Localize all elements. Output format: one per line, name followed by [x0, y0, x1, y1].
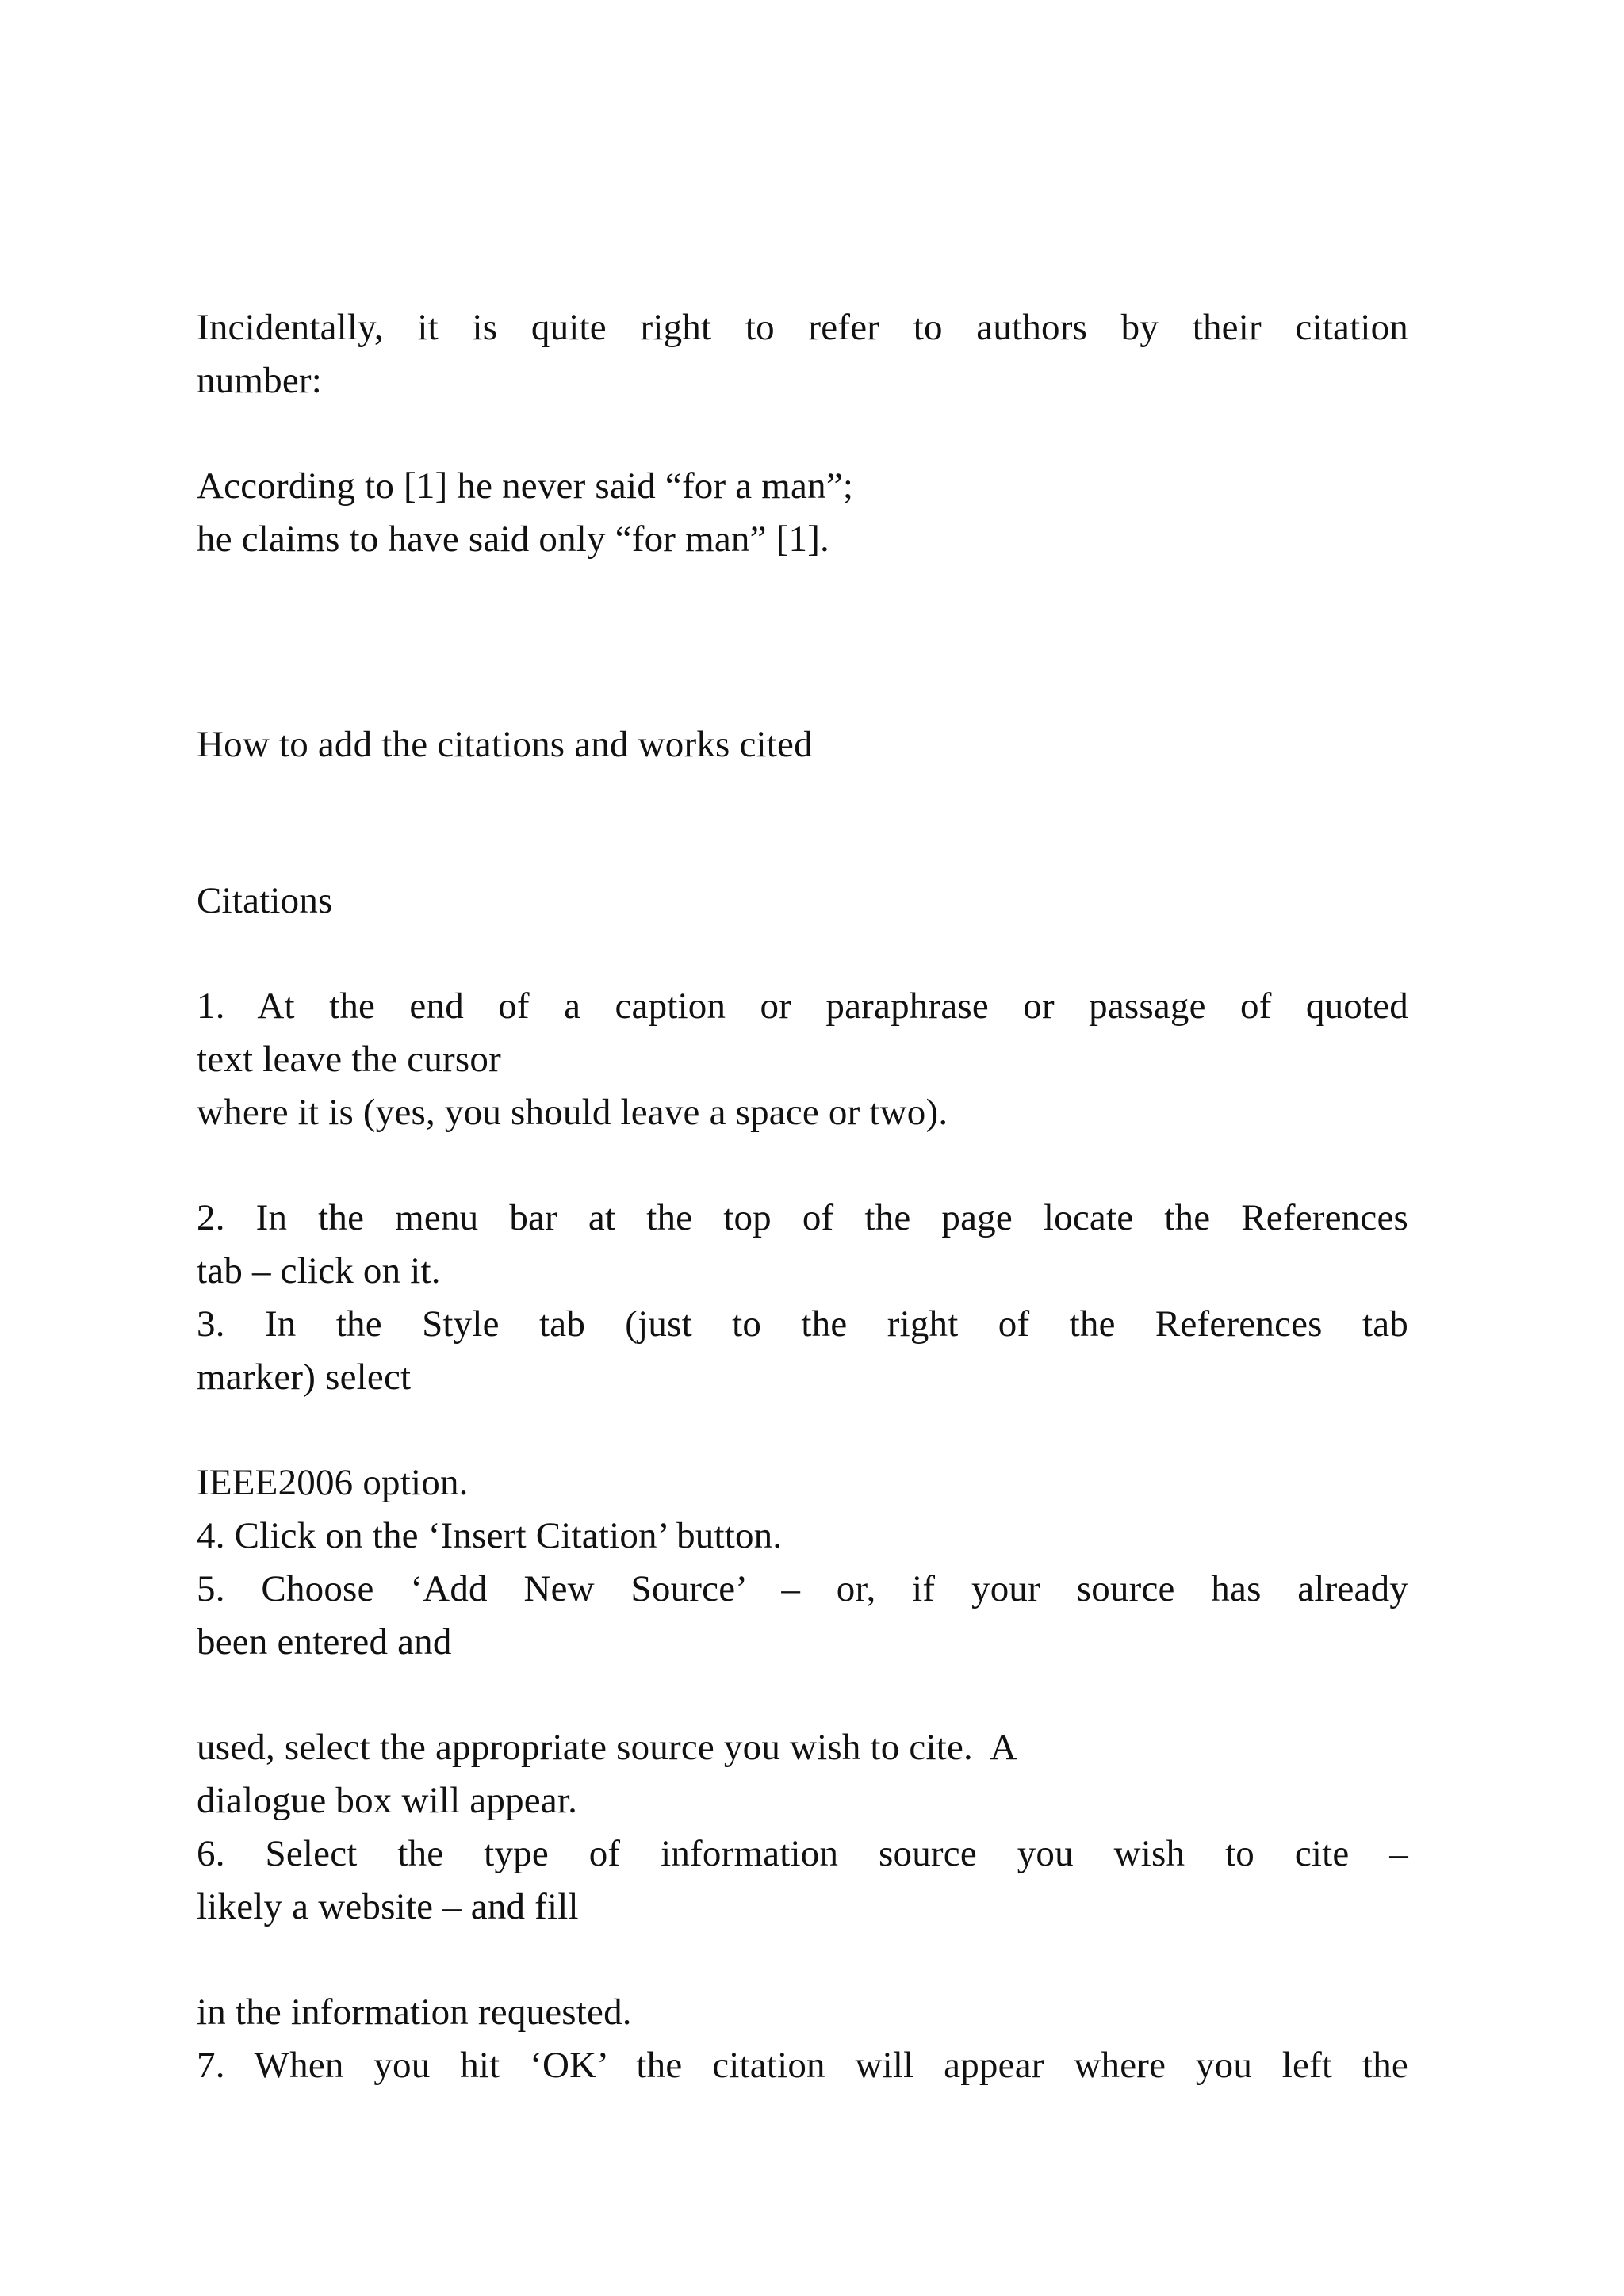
text-line: marker) select — [197, 1357, 412, 1398]
top-margin-spacer — [197, 0, 1408, 301]
text-line: 2. In the menu bar at the top of the page locate the References — [197, 1197, 1408, 1238]
section-heading — [197, 718, 1408, 771]
paragraph-spacer — [197, 928, 1408, 980]
text-line: 4. Click on the ‘Insert Citation’ button. — [197, 1515, 783, 1556]
text-line: used, select the appropriate source you wish to cite. A — [197, 1727, 1017, 1768]
text-line: been entered and — [197, 1621, 452, 1663]
paragraph-spacer — [197, 1934, 1408, 1986]
text-line: 1. At the end of a caption or paraphrase or passage of quoted — [197, 985, 1408, 1027]
list-item-step-4-5 — [197, 1456, 1408, 1669]
paragraph-spacer — [197, 408, 1408, 460]
text-line: dialogue box will appear. — [197, 1780, 578, 1821]
text-line: text leave the cursor — [197, 1039, 501, 1080]
subsection-heading — [197, 874, 1408, 928]
text-line: likely a website – and fill — [197, 1886, 579, 1927]
text-line: According to [1] he never said “for a man”; — [197, 465, 854, 507]
text-line: he claims to have said only “for man” [1]. — [197, 519, 829, 560]
text-line: 5. Choose ‘Add New Source’ – or, if your source has already — [197, 1568, 1408, 1609]
paragraph-spacer — [197, 1669, 1408, 1721]
list-item-step-1 — [197, 980, 1408, 1139]
text-line: tab – click on it. — [197, 1250, 441, 1292]
list-item-step-5-cont-6 — [197, 1721, 1408, 1934]
paragraph-spacer — [197, 566, 1408, 718]
text-line: 6. Select the type of information source you wish to cite – — [197, 1833, 1408, 1874]
text-line: IEEE2006 option. — [197, 1462, 469, 1503]
text-line: where it is (yes, you should leave a space or two). — [197, 1092, 948, 1133]
text-line: 7. When you hit ‘OK’ the citation will appear where you left the — [197, 2045, 1408, 2086]
paragraph-spacer — [197, 1139, 1408, 1192]
paragraph-spacer — [197, 771, 1408, 874]
text-line: How to add the citations and works cited — [197, 724, 813, 765]
text-line: 3. In the Style tab (just to the right of the References tab — [197, 1303, 1408, 1345]
list-item-step-6-cont-7 — [197, 1986, 1408, 2092]
list-item-step-2-3 — [197, 1192, 1408, 1404]
document-text-column — [197, 0, 1408, 2092]
paragraph-quote-example — [197, 460, 1408, 566]
text-line: in the information requested. — [197, 1992, 632, 2033]
paragraph-spacer — [197, 1404, 1408, 1456]
text-line: Citations — [197, 880, 333, 921]
text-line: number: — [197, 360, 323, 401]
paragraph-intro — [197, 301, 1408, 408]
text-line: Incidentally, it is quite right to refer to authors by their citation — [197, 307, 1408, 348]
